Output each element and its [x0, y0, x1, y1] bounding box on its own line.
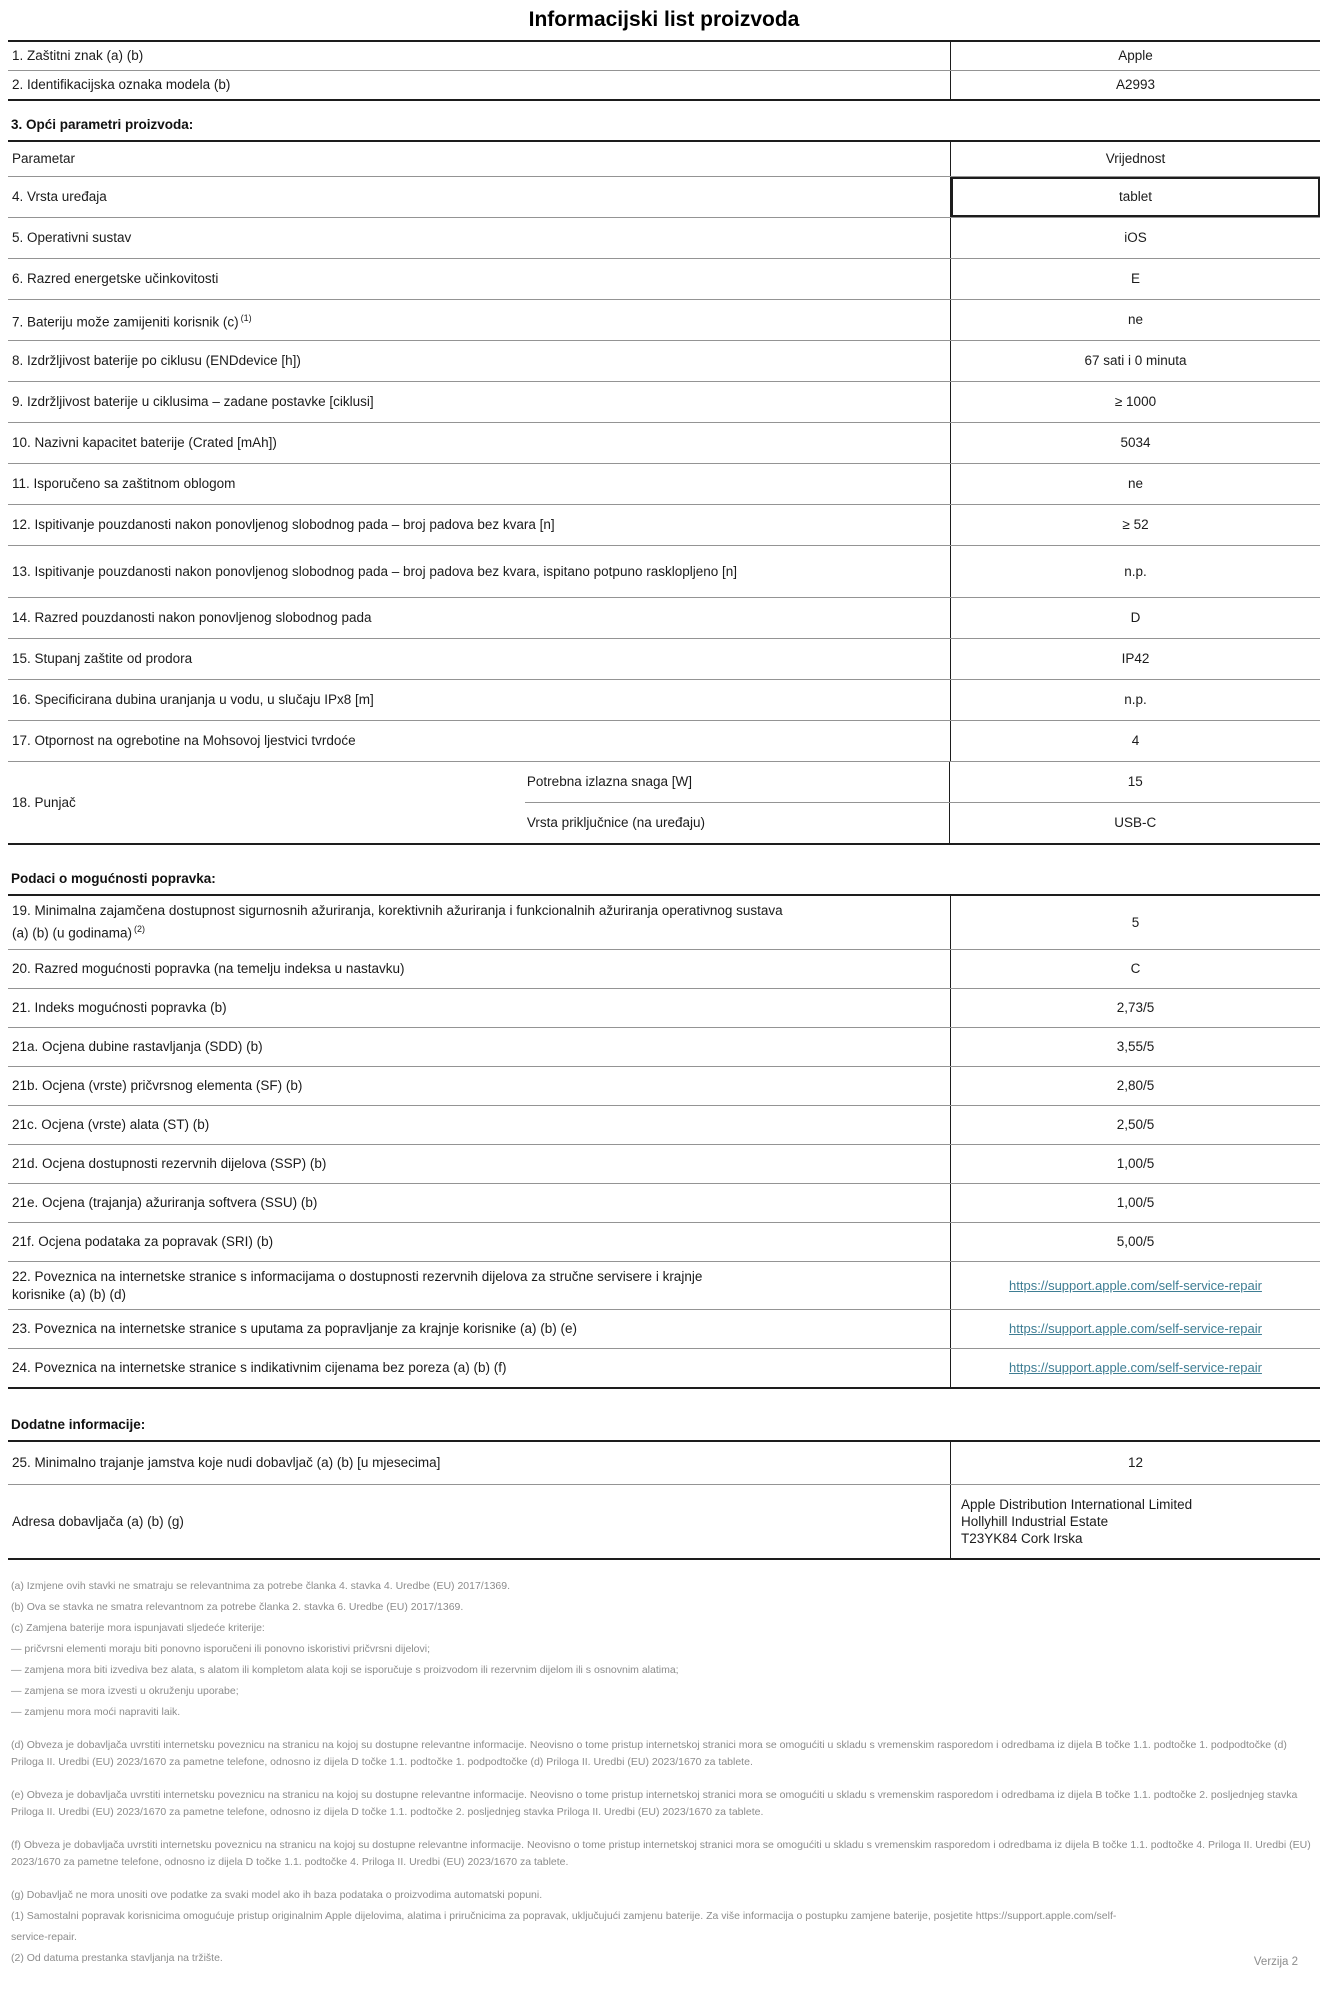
table-row: [8, 258, 1320, 299]
row-value: D: [950, 598, 1320, 638]
row-label: 16. Specificirana dubina uranjanja u vodu, u slučaju IPx8 [m]: [12, 692, 374, 707]
row-value: [950, 1310, 1320, 1348]
row-label: 22. Poveznica na internetske stranice s informacijama o dostupnosti rezervnih dijelova za stručne servisere i krajnje korisnike (a) (b) (d): [12, 1268, 703, 1302]
row-value: n.p.: [950, 680, 1320, 720]
row-label: Adresa dobavljača (a) (b) (g): [12, 1513, 184, 1529]
additional-table: [8, 1440, 1320, 1560]
supplier-address: [950, 1485, 1320, 1558]
row-label: 10. Nazivni kapacitet baterije (Crated [mAh]): [12, 435, 277, 450]
table-row: [8, 217, 1320, 258]
row-value: [950, 1262, 1320, 1309]
table-row: [8, 1309, 1320, 1348]
footnote-list-item: — zamjena mora biti izvediva bez alata, s alatom ili kompletom alata koji se isporučuje s proizvodom ili rezervnim dijelom ili s osnovnim alatima;: [11, 1664, 679, 1676]
row-value: C: [950, 950, 1320, 988]
row-value: 4: [950, 721, 1320, 761]
version-label: Verzija 2: [1253, 1956, 1298, 1968]
footnote: (c) Zamjena baterije mora ispunjavati sljedeće kriterije:: [11, 1622, 265, 1634]
table-row: [8, 70, 1320, 99]
table-row: [8, 1261, 1320, 1309]
row-label: 17. Otpornost na ogrebotine na Mohsovoj ljestvici tvrdoće: [12, 733, 356, 748]
row-value: ne: [950, 464, 1320, 504]
row-value: Apple: [950, 42, 1320, 70]
address-line: T23YK84 Cork Irska: [961, 1531, 1083, 1546]
charger-subrow: [525, 762, 1320, 802]
row-label: Potrebna izlazna snaga [W]: [526, 774, 693, 789]
row-value: 2,80/5: [950, 1067, 1320, 1105]
table-row: [8, 463, 1320, 504]
row-value: IP42: [950, 639, 1320, 679]
table-row: [8, 422, 1320, 463]
row-label: 14. Razred pouzdanosti nakon ponovljenog slobodnog pada: [12, 610, 372, 625]
row-label: 21b. Ocjena (vrste) pričvrsnog elementa (SF) (b): [12, 1078, 303, 1093]
row-value-highlighted: tablet: [950, 177, 1320, 217]
footnote: (b) Ova se stavka ne smatra relevantnom za potrebe članka 2. stavka 6. Uredbe (EU) 2017/1369.: [11, 1601, 464, 1613]
row-label: 21c. Ocjena (vrste) alata (ST) (b): [12, 1117, 210, 1132]
row-value: ne: [950, 300, 1320, 340]
repair-table: [8, 894, 1320, 1389]
table-row: [8, 340, 1320, 381]
row-value: USB-C: [949, 803, 1319, 843]
row-label: 19. Minimalna zajamčena dostupnost sigurnosnih ažuriranja, korektivnih ažuriranja i funkcionalnih ažuriranja operativnog sustava (a) (b) (u godinama) $^{(2)}$: [12, 903, 783, 941]
table-row: [8, 1183, 1320, 1222]
footnote-ref-2: (2): [134, 924, 146, 935]
charger-row: [8, 761, 1320, 843]
footnote: (f) Obveza je dobavljača uvrstiti internetsku poveznicu na stranicu na kojoj su dostupne relevantne informacije. Neovisno o tome pristup internetskoj stranici mora se omogućiti u skladu s vremenskim rasporedom i odredbama iz dijela B točke 1.1. podtočke 4. Priloga II. Uredbi (EU) 2023/1670 za pametne telefone, odnosno iz dijela D točke 1.1. podtočke 4. Priloga II. Uredbi (EU) 2023/1670 za tablete.: [11, 1839, 1311, 1868]
section-heading-repair: Podaci o mogućnosti popravka:: [11, 871, 216, 886]
repair-instructions-link[interactable]: https://support.apple.com/self-service-repair: [1009, 1321, 1262, 1336]
row-label: 21f. Ocjena podataka za popravak (SRI) (b): [12, 1234, 274, 1249]
row-label: 20. Razred mogućnosti popravka (na temelju indeksa u nastavku): [12, 961, 405, 976]
supplier-address-row: [8, 1484, 1320, 1558]
address-line: Hollyhill Industrial Estate: [961, 1514, 1109, 1529]
column-header-parameter: Parametar: [12, 151, 76, 166]
row-value: iOS: [950, 218, 1320, 258]
row-label: 4. Vrsta uređaja: [12, 189, 107, 204]
row-label: 6. Razred energetske učinkovitosti: [12, 271, 219, 286]
row-label: 21e. Ocjena (trajanja) ažuriranja softvera (SSU) (b): [12, 1195, 318, 1210]
row-label: 11. Isporučeno sa zaštitnom oblogom: [12, 476, 236, 491]
indicative-prices-link[interactable]: https://support.apple.com/self-service-repair: [1009, 1360, 1262, 1375]
row-value: 12: [950, 1442, 1320, 1484]
footnote-list-item: — pričvrsni elementi moraju biti ponovno isporučeni ili ponovno iskoristivi pričvrsni dijelovi;: [11, 1643, 431, 1655]
row-value: 5: [950, 896, 1320, 949]
row-value: n.p.: [950, 546, 1320, 597]
table-row: [8, 638, 1320, 679]
row-label: 1. Zaštitni znak (a) (b): [12, 48, 144, 63]
row-value: E: [950, 259, 1320, 299]
table-row: [8, 896, 1320, 949]
footnote: (e) Obveza je dobavljača uvrstiti internetsku poveznicu na stranicu na kojoj su dostupne relevantne informacije. Neovisno o tome pristup internetskoj stranici mora se omogućiti u skladu s vremenskim rasporedom i odredbama iz dijela B točke 1.1. podtočke 2. posljednjeg stavka Priloga II. Uredbi (EU) 2023/1670 za pametne telefone, odnosno iz dijela D točke 1.1. podtočke 2. posljednjeg stavka Priloga II. Uredbi (EU) 2023/1670 za tablete.: [11, 1789, 1298, 1818]
column-header-value: Vrijednost: [950, 142, 1320, 176]
footnote-list-item: — zamjena se mora izvesti u okruženju uporabe;: [11, 1685, 239, 1697]
address-line: Apple Distribution International Limited: [961, 1497, 1193, 1512]
footnote: (a) Izmjene ovih stavki ne smatraju se relevantnima za potrebe članka 4. stavka 4. Uredbe (EU) 2017/1369.: [11, 1580, 511, 1592]
row-value: 1,00/5: [950, 1145, 1320, 1183]
footnote: (d) Obveza je dobavljača uvrstiti internetsku poveznicu na stranicu na kojoj su dostupne relevantne informacije. Neovisno o tome pristup internetskoj stranici mora se omogućiti u skladu s vremenskim rasporedom i odredbama iz dijela B točke 1.1. podtočke 1. podpodtočke (d) Priloga II. Uredbi (EU) 2023/1670 za pametne telefone, odnosno iz dijela D točke 1.1. podtočke 1. podpodtočke (d) Priloga II. Uredbi (EU) 2023/1670 za tablete.: [11, 1739, 1287, 1768]
section-heading-additional: Dodatne informacije:: [11, 1417, 146, 1432]
footnotes: [11, 1576, 1320, 1969]
table-row: [8, 720, 1320, 761]
table-row: [8, 545, 1320, 597]
row-label: 9. Izdržljivost baterije u ciklusima – zadane postavke [ciklusi]: [12, 394, 374, 409]
table-row: [8, 381, 1320, 422]
page-title: Informacijski list proizvoda: [528, 8, 800, 31]
footnote-ref-1: (1): [240, 312, 252, 323]
row-label: Vrsta priključnice (na uređaju): [526, 815, 705, 830]
row-value: 5,00/5: [950, 1223, 1320, 1261]
row-value: ≥ 52: [950, 505, 1320, 545]
footnote: (g) Dobavljač ne mora unositi ove podatke za svaki model ako ih baza podataka o proizvodima automatski popuni.: [11, 1889, 543, 1901]
row-label: 23. Poveznica na internetske stranice s uputama za popravljanje za krajnje korisnike (a) (b) (e): [12, 1321, 578, 1336]
table-row: [8, 1105, 1320, 1144]
row-label: 18. Punjač: [12, 795, 76, 810]
table-row: [8, 504, 1320, 545]
row-label: 15. Stupanj zaštite od prodora: [12, 651, 193, 666]
table-row: [8, 299, 1320, 340]
table-header-row: [8, 142, 1320, 176]
table-row: [8, 949, 1320, 988]
row-label: 21d. Ocjena dostupnosti rezervnih dijelova (SSP) (b): [12, 1156, 327, 1171]
row-label: 12. Ispitivanje pouzdanosti nakon ponovljenog slobodnog pada – broj padova bez kvara [n]: [12, 517, 555, 532]
table-row: [8, 1222, 1320, 1261]
table-row: [8, 1066, 1320, 1105]
row-value: 2,73/5: [950, 989, 1320, 1027]
row-value: 3,55/5: [950, 1028, 1320, 1066]
row-label: 24. Poveznica na internetske stranice s indikativnim cijenama bez poreza (a) (b) (f): [12, 1360, 507, 1375]
row-value: A2993: [950, 71, 1320, 99]
row-label: 7. Bateriju može zamijeniti korisnik (c) $^{(1)}$: [12, 312, 252, 330]
general-params-table: [8, 140, 1320, 845]
row-label: 13. Ispitivanje pouzdanosti nakon ponovljenog slobodnog pada – broj padova bez kvara, ispitano potpuno rasklopljeno [n]: [12, 563, 738, 579]
row-label: 2. Identifikacijska oznaka modela (b): [12, 77, 231, 92]
section-heading-general: 3. Opći parametri proizvoda:: [11, 117, 194, 132]
row-value: 15: [949, 762, 1319, 802]
row-label: 5. Operativni sustav: [12, 230, 132, 245]
table-row: [8, 1027, 1320, 1066]
charger-subrow: [525, 802, 1320, 843]
row-label: 25. Minimalno trajanje jamstva koje nudi dobavljač (a) (b) [u mjesecima]: [12, 1455, 441, 1470]
table-row: [8, 1442, 1320, 1484]
footnote: (2) Od datuma prestanka stavljanja na tržište.: [11, 1952, 223, 1964]
table-row: [8, 1144, 1320, 1183]
row-value: ≥ 1000: [950, 382, 1320, 422]
row-value: 67 sati i 0 minuta: [950, 341, 1320, 381]
table-row: [8, 42, 1320, 70]
table-row: [8, 1348, 1320, 1387]
row-label: 21a. Ocjena dubine rastavljanja (SDD) (b): [12, 1039, 263, 1054]
charger-subtable: [525, 762, 1320, 843]
product-id-table: [8, 40, 1320, 101]
table-row: [8, 988, 1320, 1027]
table-row: [8, 679, 1320, 720]
footnote-list-item: — zamjenu mora moći napraviti laik.: [11, 1706, 181, 1718]
row-value: 1,00/5: [950, 1184, 1320, 1222]
table-row: [8, 176, 1320, 217]
row-value: 2,50/5: [950, 1106, 1320, 1144]
row-label: 21. Indeks mogućnosti popravka (b): [12, 1000, 227, 1015]
row-value: 5034: [950, 423, 1320, 463]
table-row: [8, 597, 1320, 638]
footnote: (1) Samostalni popravak korisnicima omogućuje pristup originalnim Apple dijelovima, alatima i priručnicima za popravak, uključujući zamjenu baterije. Za više informacija o postupku zamjene baterije, posjetite https://support.apple.com/self-service-repair.: [11, 1910, 1117, 1943]
spare-parts-link[interactable]: https://support.apple.com/self-service-repair: [1009, 1277, 1262, 1293]
row-label: 8. Izdržljivost baterije po ciklusu (ENDdevice [h]): [12, 353, 301, 368]
row-value: [950, 1349, 1320, 1387]
